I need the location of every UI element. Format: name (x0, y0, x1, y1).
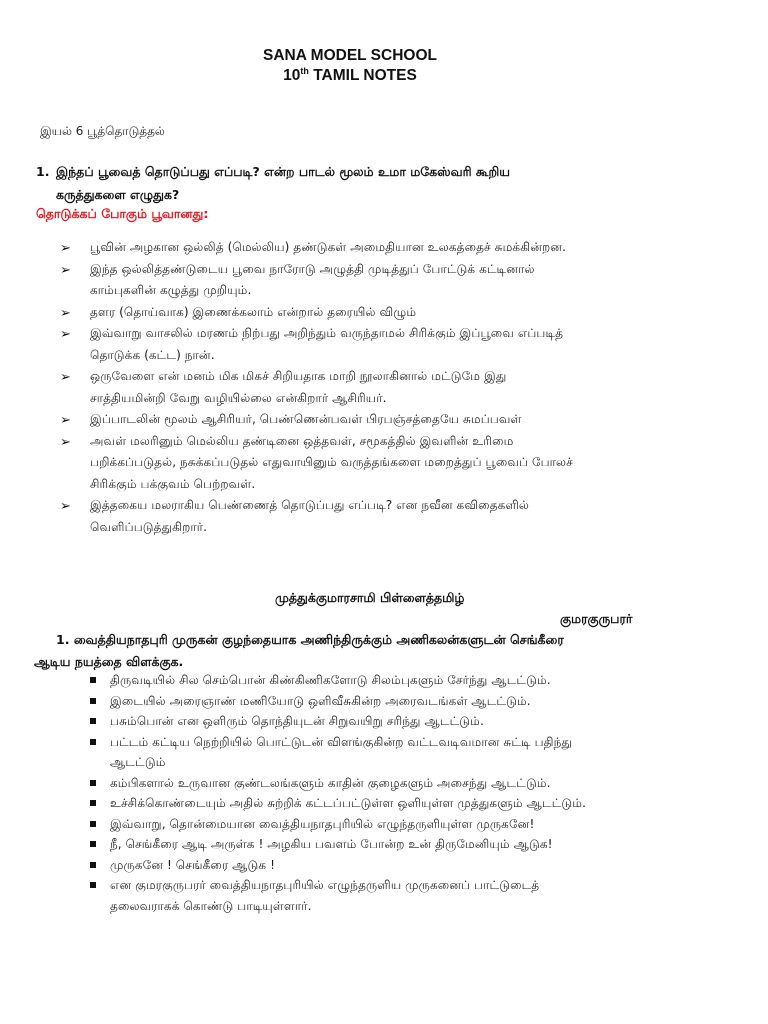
list-item-line: வெளிப்படுத்துகிறார். (90, 519, 208, 534)
list-item-line: பட்டம் கட்டிய நெற்றியில் பொட்டுடன் விளங்குகின்ற வட்டவடிவமான சுட்டி பதிந்து (110, 734, 573, 749)
square-bullet-icon (90, 718, 96, 724)
list-item-line: திருவடியில் சில செம்பொன் கிண்கிணிகளோடு சிலம்புகளும் சேர்ந்து ஆடட்டும். (110, 673, 551, 687)
list-item-line: இத்தகைய மலராகிய பெண்ணைத் தொடுப்பது எப்படி? என நவீன கவிதைகளில் (90, 498, 530, 512)
section-title: முத்துக்குமாரசாமி பிள்ளைத்தமிழ் (275, 590, 465, 605)
list-item (60, 323, 740, 366)
question-2 (34, 629, 736, 673)
question-line: கருத்துகளை எழுதுக? (56, 187, 180, 202)
school-name: SANA MODEL SCHOOL (263, 47, 437, 64)
square-bullet-icon (90, 821, 96, 827)
list-item (90, 732, 730, 773)
list-item (90, 711, 730, 732)
question-1 (36, 160, 510, 206)
list-item-line: பூவின் அழகான ஒல்லித் (மெல்லிய) தண்டுகள் அமைதியான உலகத்தைச் சுமக்கின்றன. (90, 240, 567, 254)
list-item-line: முருகனே ! செங்கீரை ஆடுக ! (110, 857, 275, 872)
list-item-line: என குமரகுருபரர் வைத்தியநாதபுரியில் எழுந்தருளிய முருகனைப் பாட்டுடைத் (110, 878, 540, 892)
list-item-line: பறிக்கப்படுதல், நசுக்கப்படுதல் எதுவாயினும் வருத்தங்களை மறைத்துப் பூவைப் போலச் (90, 455, 573, 469)
list-item-line: கம்பிகளால் உருவான குண்டலங்களும் காதின் குழைகளும் அசைந்து ஆடட்டும். (110, 775, 551, 790)
arrow-bullet-icon: ➢ (60, 327, 71, 342)
list-item-line: இவ்வாறு வாசலில் மரணம் நிற்பது அறிந்தும் வருந்தாமல் சிரிக்கும் இப்பூவை எப்படித் (90, 326, 564, 340)
square-point-list (90, 670, 730, 916)
square-bullet-icon (90, 677, 96, 683)
list-item-line: ஆடட்டும் (110, 755, 166, 769)
arrow-bullet-icon: ➢ (60, 434, 71, 450)
arrow-bullet-icon: ➢ (60, 241, 71, 256)
chapter-heading: இயல் 6 பூத்தொடுத்தல் (40, 124, 165, 138)
list-item-line: சாத்தியமின்றி வேறு வழியில்லை என்கிறார் ஆசிரியர். (90, 390, 387, 405)
list-item (90, 691, 730, 712)
arrow-bullet-icon: ➢ (60, 262, 71, 278)
list-item (90, 834, 730, 855)
list-item-line: இப்பாடலின் மூலம் ஆசிரியர், பெண்ணென்பவள் பிரபஞ்சத்தையே சுமப்பவள் (90, 412, 522, 426)
list-item-line: இடையில் அரைஞாண் மணியோடு ஒளிவீசுகின்ற அரைவடங்கள் ஆடட்டும். (110, 693, 531, 708)
list-item-line: தளர (தொய்வாக) இணைக்கலாம் என்றால் தரையில் விழும் (90, 304, 417, 319)
list-item (60, 409, 740, 431)
arrow-point-list (60, 237, 740, 538)
list-item (90, 773, 730, 794)
question-line: வைத்தியநாதபுரி முருகன் குழந்தையாக அணிந்திருக்கும் அணிகலன்களுடன் செங்கீரை (73, 632, 564, 647)
list-item-line: நீ, செங்கீரை ஆடி அருள்க ! அழகிய பவளம் போன்ற உன் திருமேனியும் ஆடுக! (110, 837, 553, 851)
square-bullet-icon (90, 882, 96, 888)
list-item (90, 814, 730, 835)
square-bullet-icon (90, 800, 96, 806)
list-item (60, 495, 740, 538)
list-item-line: பசும்பொன் என ஒளிரும் தொந்தியுடன் சிறுவயிறு சரிந்து ஆடட்டும். (110, 714, 484, 728)
question-number: 1. (56, 632, 70, 647)
question-number: 1. (36, 164, 50, 179)
list-item (90, 670, 730, 691)
author-name: குமரகுருபரர் (560, 611, 633, 626)
square-bullet-icon (90, 698, 96, 704)
list-item (60, 366, 740, 409)
square-bullet-icon (90, 841, 96, 847)
list-item-line: ஒருவேளை என் மனம் மிக மிகச் சிறியதாக மாறி நூலாகினால் மட்டுமே இது (90, 369, 507, 383)
list-item (60, 302, 740, 324)
list-item-line: சிரிக்கும் பக்குவம் பெற்றவள். (90, 476, 256, 491)
list-item (90, 855, 730, 876)
question-line: இந்தப் பூவைத் தொடுப்பது எப்படி? என்ற பாடல் மூலம் உமா மகேஸ்வரி கூறிய (56, 164, 510, 179)
list-item-line: தொடுக்க (கட்ட) நான். (90, 347, 215, 362)
list-item (90, 793, 730, 814)
list-item (60, 431, 740, 496)
square-bullet-icon (90, 739, 96, 745)
list-item-line: தலைவராகக் கொண்டு பாடியுள்ளார். (110, 898, 312, 913)
arrow-bullet-icon: ➢ (60, 305, 71, 321)
document-title (220, 46, 480, 86)
notes-title: 10th TAMIL NOTES (283, 65, 417, 84)
arrow-bullet-icon: ➢ (60, 499, 71, 514)
list-item (60, 259, 740, 302)
question-line: ஆடிய நயத்தை விளக்குக. (34, 654, 184, 669)
square-bullet-icon (90, 780, 96, 786)
arrow-bullet-icon: ➢ (60, 413, 71, 428)
list-item-line: உச்சிக்கொண்டையும் அதில் சுற்றிக் கட்டப்பட்டுள்ள ஒளியுள்ள முத்துகளும் ஆடட்டும். (110, 796, 586, 810)
list-item-line: காம்புகளின் கழுத்து முறியும். (90, 283, 252, 297)
list-item-line: இந்த ஒல்லித்தண்டுடைய பூவை நாரோடு அழுத்தி முடித்துப் போட்டுக் கட்டினால் (90, 261, 535, 276)
square-bullet-icon (90, 862, 96, 868)
list-item (60, 237, 740, 259)
list-item-line: அவள் மலரினும் மெல்லிய தண்டினை ஒத்தவள், சமூகத்தில் இவளின் உரிமை (90, 433, 514, 448)
list-item-line: இவ்வாறு, தொன்மையான வைத்தியநாதபுரியில் எழுந்தருளியுள்ள முருகனே! (110, 816, 535, 831)
subheading: தொடுக்கப் போகும் பூவானது: (36, 206, 209, 221)
list-item (90, 875, 730, 916)
arrow-bullet-icon: ➢ (60, 370, 71, 385)
